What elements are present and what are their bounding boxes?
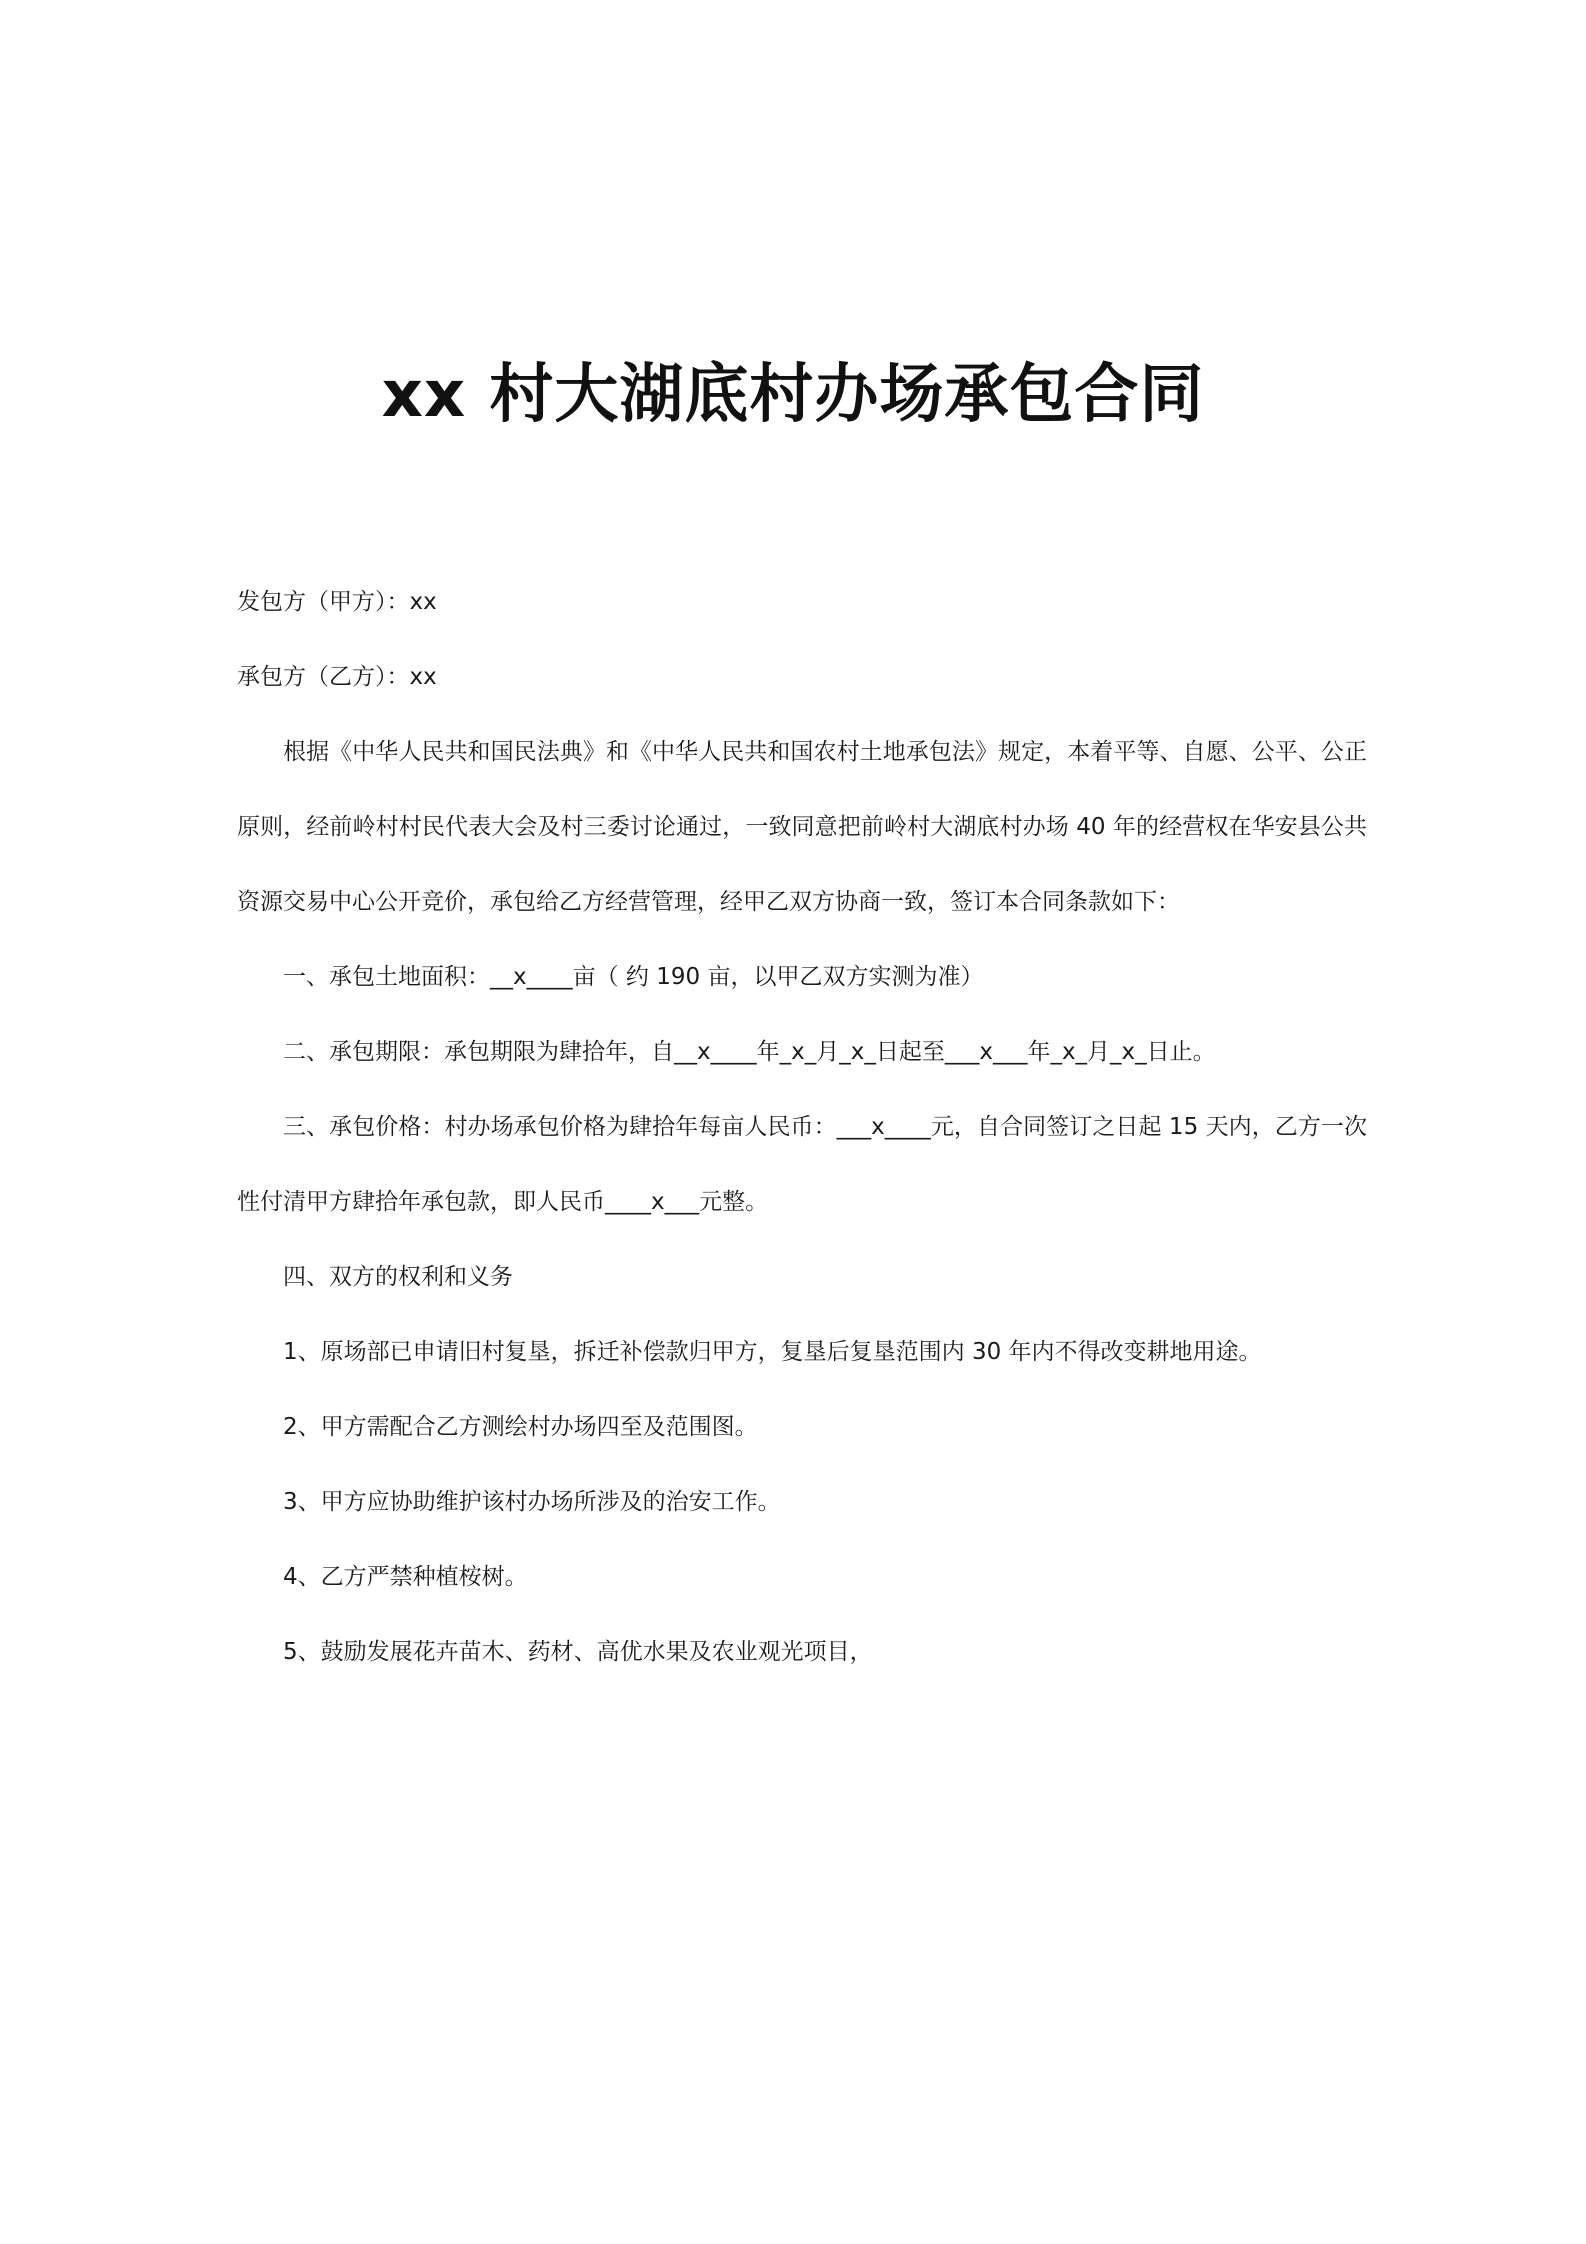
document-title: xx 村大湖底村办场承包合同 [381,358,1205,432]
obligation-item: 3、甲方应协助维护该村办场所涉及的治安工作。 [283,1489,781,1515]
party-a-line: 发包方（甲方）：xx [237,589,437,615]
obligation-item: 1、原场部已申请旧村复垦，拆迁补偿款归甲方，复垦后复垦范围内 30 年内不得改变耕地用途。 [283,1339,1262,1365]
clause-land-area: 一、承包土地面积：__x____亩（ 约 190 亩，以甲乙双方实测为准） [283,964,984,990]
obligation-item: 5、鼓励发展花卉苗木、药材、高优水果及农业观光项目， [283,1639,873,1665]
obligation-item: 2、甲方需配合乙方测绘村办场四至及范围图。 [283,1414,758,1440]
preamble-paragraph: 根据《中华人民共和国民法典》和《中华人民共和国农村土地承包法》规定，本着平等、自愿、公平、公正原则，经前岭村村民代表大会及村三委讨论通过，一致同意把前岭村大湖底村办场 40 年的经营权在华安县公共资源交易中心公开竞价，承包给乙方经营管理，经甲乙双方协商一致，签订本合同条款如下： [237,739,1367,915]
clause-rights-heading: 四、双方的权利和义务 [283,1264,513,1290]
clause-term: 二、承包期限：承包期限为肆拾年，自__x____年_x_月_x_日起至___x___年_x_月_x_日止。 [283,1039,1216,1065]
document-body [237,565,1367,1690]
clause-price: 三、承包价格：村办场承包价格为肆拾年每亩人民币：___x____元，自合同签订之日起 15 天内，乙方一次性付清甲方肆拾年承包款，即人民币____x___元整。 [237,1114,1367,1215]
obligation-item: 4、乙方严禁种植桉树。 [283,1564,528,1590]
party-b-line: 承包方（乙方）：xx [237,664,437,690]
